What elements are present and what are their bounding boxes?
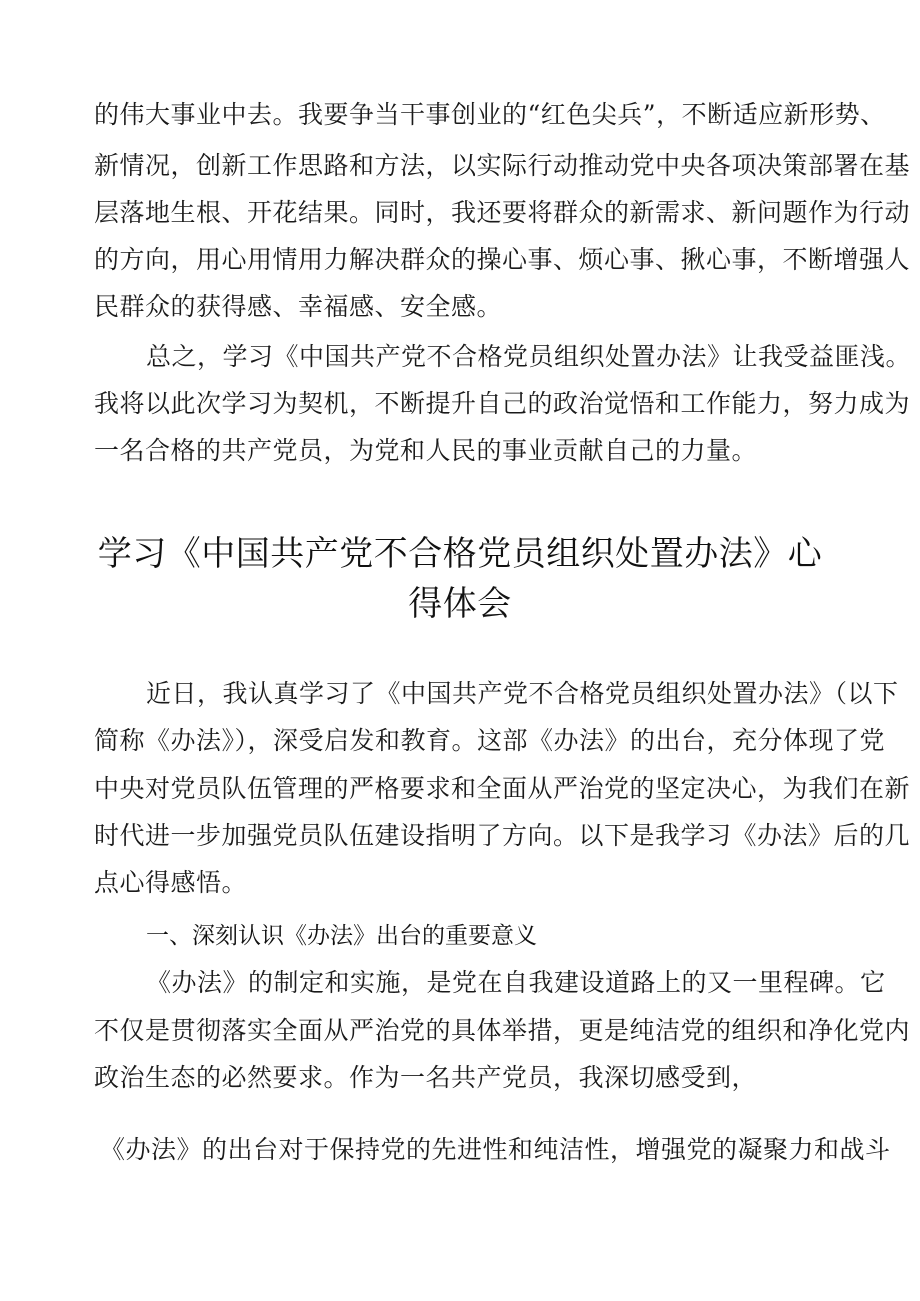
section-heading: 一、深刻认识《办法》出台的重要意义 bbox=[146, 923, 537, 949]
paragraph-line: 《办法》的出台对于保持党的先进性和纯洁性，增强党的凝聚力和战斗 bbox=[100, 1135, 891, 1164]
paragraph-line: 政治生态的必然要求。作为一名共产党员，我深切感受到， bbox=[94, 1063, 758, 1092]
paragraph-line: 的方向，用心用情用力解决群众的操心事、烦心事、揪心事，不断增强人 bbox=[94, 245, 911, 274]
paragraph-line: 《办法》的制定和实施，是党在自我建设道路上的又一里程碑。它 bbox=[146, 968, 886, 997]
document-title: 学习《中国共产党不合格党员组织处置办法》心 bbox=[97, 534, 823, 574]
paragraph-line: 民群众的获得感、幸福感、安全感。 bbox=[94, 292, 503, 321]
paragraph-line: 中央对党员队伍管理的严格要求和全面从严治党的坚定决心，为我们在新 bbox=[94, 774, 911, 803]
paragraph-line: 简称《办法》），深受启发和教育。这部《办法》的出台，充分体现了党 bbox=[94, 726, 886, 755]
paragraph-line: 的伟大事业中去。我要争当干事创业的“红色尖兵”，不断适应新形势、 bbox=[94, 100, 886, 129]
paragraph-line: 点心得感悟。 bbox=[94, 868, 248, 897]
document-title: 得体会 bbox=[408, 584, 512, 624]
paragraph-line: 不仅是贯彻落实全面从严治党的具体举措，更是纯洁党的组织和净化党内 bbox=[94, 1016, 911, 1045]
paragraph-line: 近日，我认真学习了《中国共产党不合格党员组织处置办法》（以下 bbox=[146, 679, 899, 708]
paragraph-line: 一名合格的共产党员，为党和人民的事业贡献自己的力量。 bbox=[94, 436, 758, 465]
paragraph-line: 时代进一步加强党员队伍建设指明了方向。以下是我学习《办法》后的几 bbox=[94, 821, 911, 850]
paragraph-line: 新情况，创新工作思路和方法，以实际行动推动党中央各项决策部署在基 bbox=[94, 151, 911, 180]
paragraph-line: 层落地生根、开花结果。同时，我还要将群众的新需求、新问题作为行动 bbox=[94, 198, 911, 227]
paragraph-line: 我将以此次学习为契机，不断提升自己的政治觉悟和工作能力，努力成为 bbox=[94, 389, 911, 418]
paragraph-line: 总之，学习《中国共产党不合格党员组织处置办法》让我受益匪浅。 bbox=[146, 342, 912, 371]
